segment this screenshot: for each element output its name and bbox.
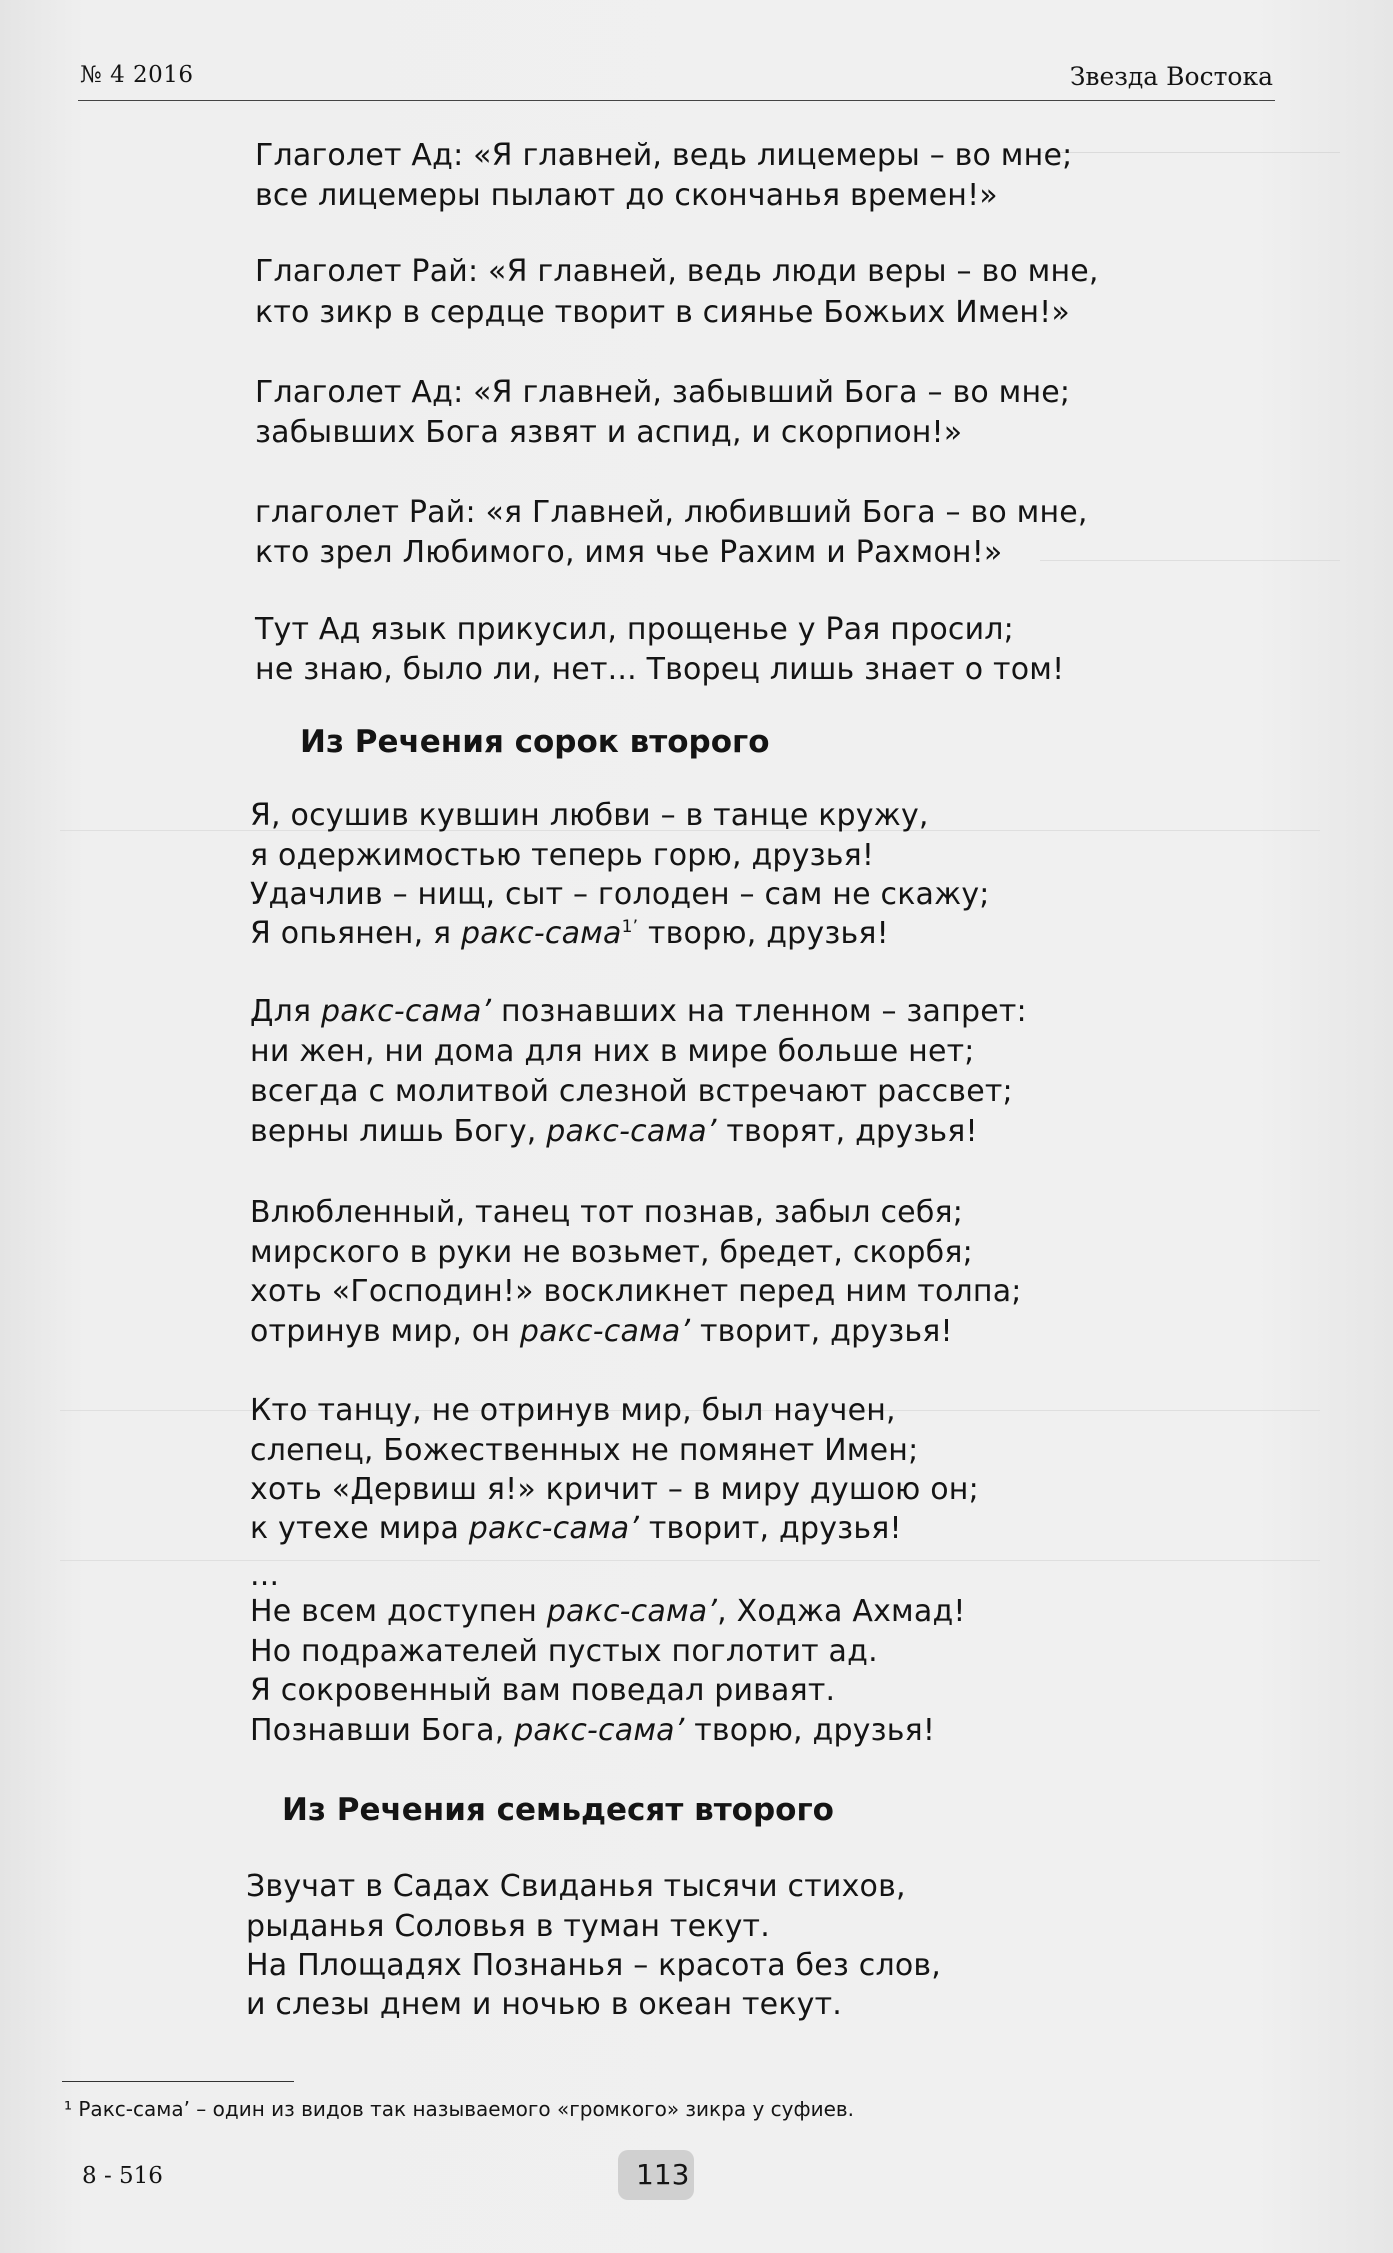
stanza-line: забывших Бога язвят и аспид, и скорпион!» bbox=[255, 415, 963, 450]
stanza-line: кто зикр в сердце творит в сиянье Божьих Имен!» bbox=[255, 295, 1070, 330]
poem-line: хоть «Господин!» воскликнет перед ним толпа; bbox=[250, 1274, 1022, 1309]
page-number: 113 bbox=[636, 2158, 690, 2191]
poem-line: к утехе мира ракс-сама’ творит, друзья! bbox=[250, 1511, 902, 1546]
printer-signature: 8 - 516 bbox=[82, 2163, 163, 2189]
poem-line: хоть «Дервиш я!» кричит – в миру душою он; bbox=[250, 1472, 979, 1507]
issue-label: № 4 2016 bbox=[80, 62, 194, 88]
poem-line: Познавши Бога, ракс-сама’ творю, друзья! bbox=[250, 1713, 936, 1748]
ellipsis: ... bbox=[250, 1558, 280, 1593]
poem-line: Я опьянен, я ракс-сама$^{1’}$ творю, друзья! bbox=[250, 916, 889, 951]
poem-line: Кто танцу, не отринув мир, был научен, bbox=[250, 1393, 896, 1428]
stanza-line: все лицемеры пылают до скончанья времен!» bbox=[255, 178, 998, 213]
poem-line: рыданья Соловья в туман текут. bbox=[246, 1909, 770, 1944]
poem-line: верны лишь Богу, ракс-сама’ творят, друзья! bbox=[250, 1114, 978, 1149]
stanza-line: кто зрел Любимого, имя чье Рахим и Рахмон!» bbox=[255, 535, 1003, 570]
stanza-line: Глаголет Ад: «Я главней, ведь лицемеры – во мне; bbox=[255, 138, 1073, 173]
poem-line: Я сокровенный вам поведал риваят. bbox=[250, 1673, 836, 1708]
stanza-line: глаголет Рай: «я Главней, любивший Бога – во мне, bbox=[255, 495, 1088, 530]
stanza-line: Глаголет Рай: «Я главней, ведь люди веры – во мне, bbox=[255, 254, 1099, 289]
footnote: ¹ Ракс-сама’ – один из видов так называемого «громкого» зикра у суфиев. bbox=[64, 2097, 855, 2121]
poem-line: Я, осушив кувшин любви – в танце кружу, bbox=[250, 798, 929, 833]
poem-line: Удачлив – нищ, сыт – голоден – сам не скажу; bbox=[250, 877, 990, 912]
poem-line: я одержимостью теперь горю, друзья! bbox=[250, 838, 875, 873]
poem-line: Не всем доступен ракс-сама’, Ходжа Ахмад! bbox=[250, 1594, 966, 1629]
poem-line: мирского в руки не возьмет, бредет, скорбя; bbox=[250, 1235, 973, 1270]
section-heading: Из Речения сорок второго bbox=[300, 724, 770, 760]
poem-line: Звучат в Садах Свиданья тысячи стихов, bbox=[246, 1869, 906, 1904]
journal-title: Звезда Востока bbox=[1069, 62, 1273, 91]
poem-line: слепец, Божественных не помянет Имен; bbox=[250, 1433, 919, 1468]
poem-line: Для ракс-сама’ познавших на тленном – запрет: bbox=[250, 994, 1027, 1029]
poem-line: отринув мир, он ракс-сама’ творит, друзья! bbox=[250, 1314, 953, 1349]
section-heading: Из Речения семьдесят второго bbox=[282, 1792, 834, 1828]
poem-line: и слезы днем и ночью в океан текут. bbox=[246, 1987, 843, 2022]
footnote-rule bbox=[62, 2081, 294, 2082]
footnote-ref: 1’ bbox=[621, 917, 639, 937]
poem-line: На Площадях Познанья – красота без слов, bbox=[246, 1948, 942, 1983]
stanza-line: не знаю, было ли, нет... Творец лишь знает о том! bbox=[255, 652, 1065, 687]
poem-line: Но подражателей пустых поглотит ад. bbox=[250, 1634, 878, 1669]
poem-line: всегда с молитвой слезной встречают рассвет; bbox=[250, 1074, 1013, 1109]
poem-line: Влюбленный, танец тот познав, забыл себя; bbox=[250, 1195, 964, 1230]
header-rule bbox=[78, 100, 1275, 101]
stanza-line: Глаголет Ад: «Я главней, забывший Бога – во мне; bbox=[255, 375, 1071, 410]
stanza-line: Тут Ад язык прикусил, прощенье у Рая просил; bbox=[255, 612, 1014, 647]
poem-line: ни жен, ни дома для них в мире больше нет; bbox=[250, 1034, 975, 1069]
